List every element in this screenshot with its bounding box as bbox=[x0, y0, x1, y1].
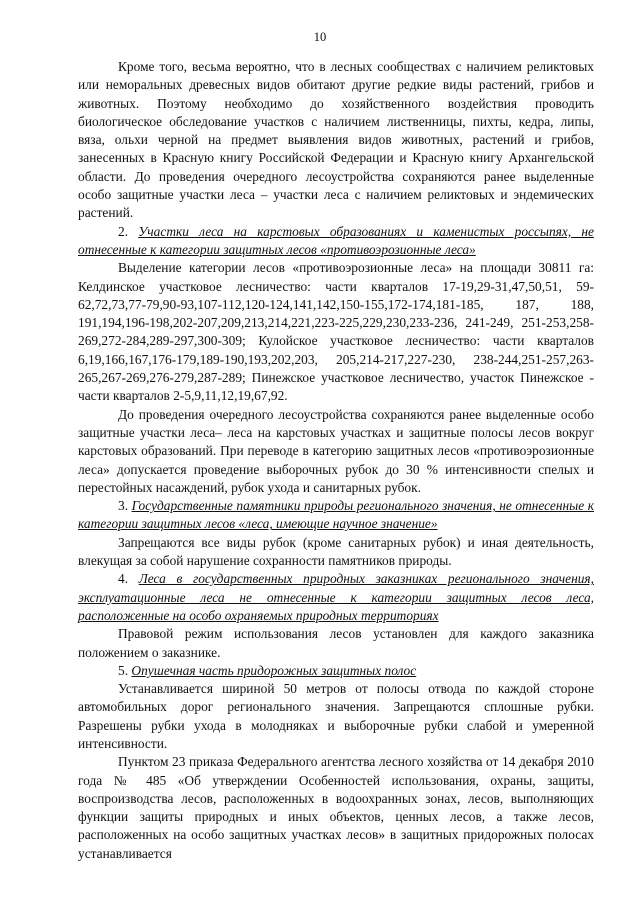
section-number: 4. bbox=[118, 571, 129, 587]
paragraph-roadside-strips: Устанавливается шириной 50 метров от полосы отвода по каждой стороне автомобильных дорог регионального значения. Запрещаются сплошные рубки. Разрешены рубки ухода в молодняках и выборочные рубки слабой и умеренной интенсивности. bbox=[78, 681, 594, 751]
paragraph-relict-species: Кроме того, весьма вероятно, что в лесных сообществах с наличием реликтовых или неморальных древесных видов обитают другие редкие виды растений, грибов и животных. Поэтому необходимо до хозяйственного воздействия проводить биологическое обследование участков с наличием лиственницы, пихты, кедра, липы, вяза, ольхи черной на предмет выявления видов животных, растений и грибов, занесенных в Красную книгу Российской Федерации и Красную книгу Архангельской области. До проведения очередного лесоустройства сохраняются ранее выделенные особо защитные участки леса – участки леса с наличием реликтовых и эндемических растений. bbox=[78, 59, 594, 221]
section-title: Участки леса на карстовых образованиях и каменистых россыпях, не отнесенные к категории защитных лесов «противоэрозионные леса» bbox=[78, 223, 594, 257]
section-title: Опушечная часть придорожных защитных полос bbox=[131, 662, 417, 678]
paragraph-reserves: Правовой режим использования лесов установлен для каждого заказника положением о заказнике. bbox=[78, 626, 594, 660]
section-number: 2. bbox=[118, 223, 129, 239]
section-number: 3. bbox=[118, 498, 129, 514]
paragraph-karst-protection: До проведения очередного лесоустройства сохраняются ранее выделенные особо защитные участки леса– леса на карстовых участках и защитные полосы лесов вокруг карстовых образований. При переводе в категорию защитных лесов «противоэрозионные леса» допускается проведение выборочных рубок до 30 % интенсивности спелых и перестойных насаждений, рубок ухода и санитарных рубок. bbox=[78, 406, 594, 495]
paragraph-order-485: Пунктом 23 приказа Федерального агентства лесного хозяйства от 14 декабря 2010 года № 485 «Об утверждении Особенностей использования, охраны, защиты, воспроизводства лесов, расположенных в водоохранных зонах, лесов, выполняющих функции защиты природных и иных объектов, ценных лесов, а также лесов, расположенных на особо защитных участках лесов» в защитных придорожных полосах устанавливается bbox=[78, 754, 594, 861]
section-number: 5. bbox=[118, 662, 129, 678]
paragraph-nature-monuments: Запрещаются все виды рубок (кроме санитарных рубок) и иная деятельность, влекущая за собой нарушение сохранности памятников природы. bbox=[78, 534, 594, 569]
page-number: 10 bbox=[313, 30, 327, 44]
section-heading-2 bbox=[78, 223, 594, 260]
section-title: Леса в государственных природных заказниках регионального значения, эксплуатационные леса не отнесенные к категории защитных лесов леса, расположенные на особо охраняемых природных территориях bbox=[78, 571, 594, 623]
document-body bbox=[78, 58, 594, 863]
section-heading-5 bbox=[78, 662, 594, 680]
section-heading-3 bbox=[78, 497, 594, 534]
section-title: Государственные памятники природы регионального значения, не отнесенные к категории защитных лесов «леса, имеющие научное значение» bbox=[78, 498, 594, 532]
section-heading-4 bbox=[78, 570, 594, 625]
paragraph-erosion-forests: Выделение категории лесов «противоэрозионные леса» на площади 30811 га: Келдинское участковое лесничество: части кварталов 17-19,29-31,47,50,51, 59-62,72,73,77-79,90-93,107-112,120-124,141,142,150-155,172-174,181-185, 187, 188, 191,194,196-198,202-207,209,213,214,221,223-225,229,230,233-236, 241-249, 251-253,258-269,272-284,289-297,300-309; Кулойское участковое лесничество: части кварталов 6,19,166,167,176-179,189-190,193,202,203, 205,214-217,227-230, 238-244,251-257,263-265,267-269,276-279,287-289; Пинежское участковое лесничество, участок Пинежское - части кварталов 2-5,9,11,12,19,67,92. bbox=[78, 260, 594, 404]
